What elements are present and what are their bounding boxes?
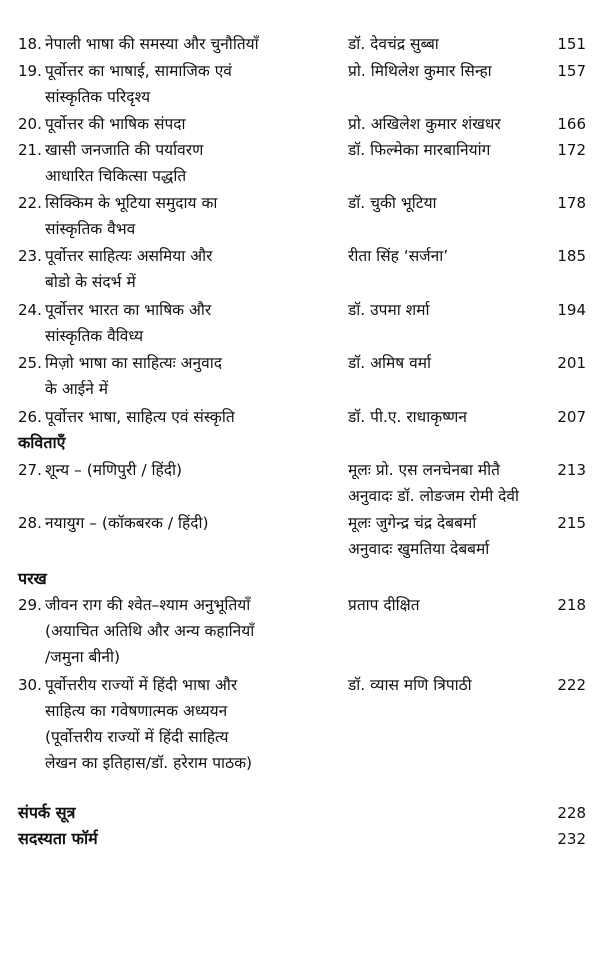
membership-page-number: 232: [557, 830, 586, 848]
entry-title: [45, 510, 335, 536]
entry-title-line: शून्य – (मणिपुरी / हिंदी): [45, 461, 183, 479]
entry-author: [348, 510, 553, 562]
entry-title: [45, 404, 335, 430]
entry-author-line: प्रताप दीक्षित: [348, 596, 420, 614]
entry-title: [45, 137, 335, 189]
entry-title: [45, 457, 335, 483]
entry-title: [45, 672, 335, 776]
entry-title-line: पूर्वोत्तर भारत का भाषिक और: [45, 301, 212, 319]
entry-page-number: 213: [557, 461, 586, 479]
entry-author: [348, 243, 553, 269]
entry-page-number: 194: [557, 301, 586, 319]
entry-number: 19.: [18, 62, 42, 80]
entry-author-line: डॉ. चुकी भूटिया: [348, 194, 437, 212]
entry-title-line: पूर्वोत्तर की भाषिक संपदा: [45, 115, 186, 133]
entry-title: [45, 350, 335, 402]
entry-title-line: सिक्किम के भूटिया समुदाय का: [45, 194, 218, 212]
entry-title: [45, 111, 335, 137]
entry-title-line: पूर्वोत्तर का भाषाई, सामाजिक एवं: [45, 62, 232, 80]
entry-author-line: प्रो. मिथिलेश कुमार सिन्हा: [348, 62, 492, 80]
entry-author-line: डॉ. व्यास मणि त्रिपाठी: [348, 676, 472, 694]
entry-page-number: 207: [557, 408, 586, 426]
entry-translator-line: अनुवादः खुमतिया देबबर्मा: [348, 540, 490, 558]
entry-title-line: /जमुना बीनी): [45, 648, 121, 666]
entry-author: [348, 111, 553, 137]
entry-number: 28.: [18, 514, 42, 532]
entry-page-number: 151: [557, 35, 586, 53]
entry-title-line: जीवन राग की श्वेत–श्याम अनुभूतियाँ: [45, 596, 251, 614]
entry-page-number: 185: [557, 247, 586, 265]
membership-label: सदस्यता फॉर्म: [18, 829, 98, 848]
entry-title-line: नेपाली भाषा की समस्या और चुनौतियाँ: [45, 35, 259, 53]
entry-title: [45, 31, 335, 57]
entry-author: [348, 190, 553, 216]
entry-author: [348, 137, 553, 163]
entry-title: [45, 190, 335, 242]
entry-author: [348, 404, 553, 430]
entry-title-line: सांस्कृतिक वैविध्य: [45, 327, 144, 345]
entry-author: [348, 350, 553, 376]
contact-label: संपर्क सूत्र: [18, 803, 76, 822]
entry-author: [348, 592, 553, 618]
entry-page-number: 201: [557, 354, 586, 372]
entry-author: [348, 58, 553, 84]
entry-title-line: पूर्वोत्तरीय राज्यों में हिंदी भाषा और: [45, 676, 238, 694]
entry-author: [348, 297, 553, 323]
section-heading-review: परख: [18, 569, 47, 588]
entry-title-line: पूर्वोत्तर साहित्यः असमिया और: [45, 247, 213, 265]
entry-title-line: खासी जनजाति की पर्यावरण: [45, 141, 204, 159]
entry-title: [45, 592, 335, 670]
entry-translator-line: अनुवादः डॉ. लोङजम रोमी देवी: [348, 487, 520, 505]
entry-author: [348, 457, 553, 509]
entry-title-line: साहित्य का गवेषणात्मक अध्ययन: [45, 702, 228, 720]
entry-title: [45, 243, 335, 295]
entry-number: 22.: [18, 194, 42, 212]
entry-title-line: मिज़ो भाषा का साहित्यः अनुवाद: [45, 354, 222, 372]
entry-title-line: पूर्वोत्तर भाषा, साहित्य एवं संस्कृति: [45, 408, 235, 426]
entry-page-number: 172: [557, 141, 586, 159]
entry-author: [348, 672, 553, 698]
entry-number: 26.: [18, 408, 42, 426]
entry-title: [45, 297, 335, 349]
entry-number: 23.: [18, 247, 42, 265]
entry-number: 27.: [18, 461, 42, 479]
entry-author-line: मूलः जुगेन्द्र चंद्र देबबर्मा: [348, 514, 477, 532]
entry-number: 20.: [18, 115, 42, 133]
entry-author-line: डॉ. उपमा शर्मा: [348, 301, 430, 319]
contact-page-number: 228: [557, 804, 586, 822]
entry-page-number: 157: [557, 62, 586, 80]
entry-page-number: 178: [557, 194, 586, 212]
entry-title-line: (पूर्वोत्तरीय राज्यों में हिंदी साहित्य: [45, 728, 229, 746]
entry-author-line: प्रो. अखिलेश कुमार शंखधर: [348, 115, 501, 133]
entry-page-number: 166: [557, 115, 586, 133]
entry-title-line: आधारित चिकित्सा पद्धति: [45, 167, 187, 185]
section-heading-poems: कविताएँ: [18, 433, 66, 452]
entry-author-line: डॉ. अमिष वर्मा: [348, 354, 432, 372]
entry-title-line: के आईने में: [45, 380, 109, 398]
entry-title-line: लेखन का इतिहास/डॉ. हरेराम पाठक): [45, 754, 253, 772]
entry-number: 30.: [18, 676, 42, 694]
entry-title-line: (अयाचित अतिथि और अन्य कहानियाँ: [45, 622, 255, 640]
entry-author: [348, 31, 553, 57]
entry-title-line: सांस्कृतिक वैभव: [45, 220, 136, 238]
entry-author-line: डॉ. पी.ए. राधाकृष्णन: [348, 408, 467, 426]
entry-page-number: 218: [557, 596, 586, 614]
entry-number: 29.: [18, 596, 42, 614]
entry-title-line: सांस्कृतिक परिदृश्य: [45, 88, 151, 106]
entry-number: 24.: [18, 301, 42, 319]
entry-title-line: नयायुग – (कॉकबरक / हिंदी): [45, 514, 209, 532]
entry-author-line: रीता सिंह ‘सर्जना’: [348, 247, 449, 265]
entry-number: 25.: [18, 354, 42, 372]
entry-number: 21.: [18, 141, 42, 159]
entry-author-line: डॉ. देवचंद्र सुब्बा: [348, 35, 439, 53]
entry-page-number: 222: [557, 676, 586, 694]
entry-author-line: मूलः प्रो. एस लनचेनबा मीतै: [348, 461, 500, 479]
entry-page-number: 215: [557, 514, 586, 532]
entry-title-line: बोडो के संदर्भ में: [45, 273, 136, 291]
entry-number: 18.: [18, 35, 42, 53]
entry-author-line: डॉ. फिल्मेका मारबानियांग: [348, 141, 491, 159]
entry-title: [45, 58, 335, 110]
